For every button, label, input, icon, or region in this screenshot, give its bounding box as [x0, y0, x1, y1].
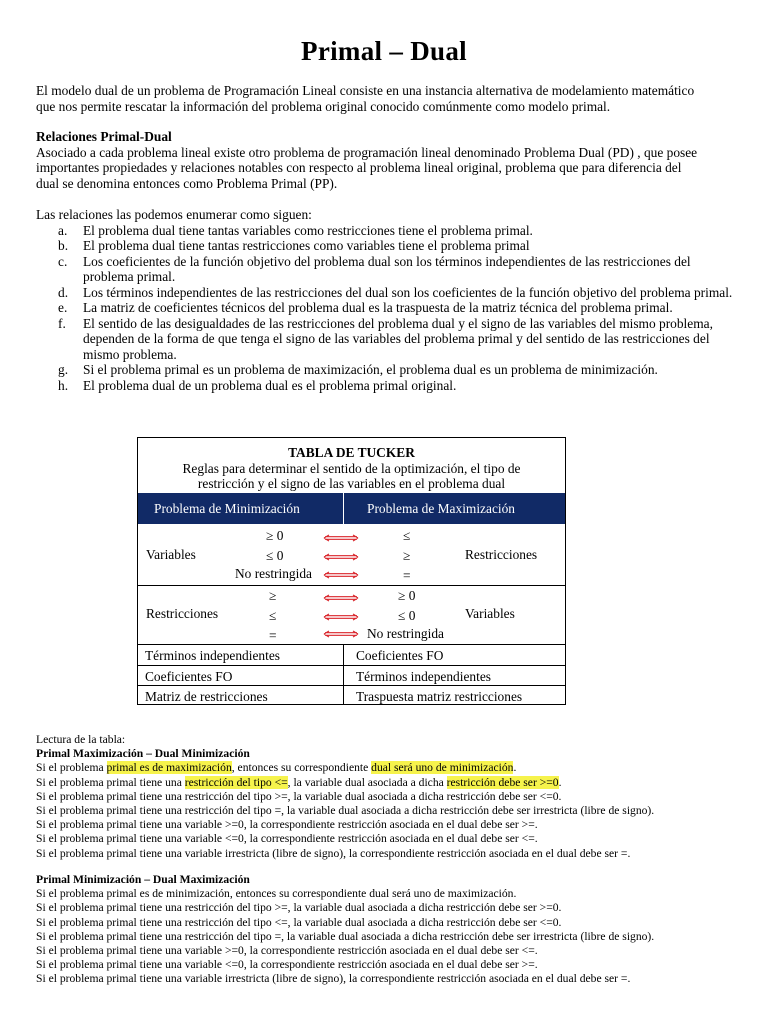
block2-left-sign: ≥ — [269, 588, 277, 603]
table-column-divider — [343, 644, 344, 705]
line-text: . — [513, 761, 517, 775]
block1-left-label: Variables — [146, 547, 196, 562]
list-item-text: El problema dual tiene tantas variables como restricciones tiene el problema primal. — [83, 222, 533, 238]
relations-line: importantes propiedades y relaciones notables con respecto al problema lineal original, problema que para diferencia del — [36, 160, 682, 175]
list-item-text: Si el problema primal es un problema de maximización, el problema dual es un problema de minimización. — [83, 362, 658, 377]
list-intro: Las relaciones las podemos enumerar como siguen: — [36, 207, 312, 222]
table-divider — [138, 585, 565, 586]
list-marker: f. — [58, 315, 66, 331]
block1-left-sign: No restringida — [235, 566, 312, 581]
relations-line: Asociado a cada problema lineal existe otro problema de programación lineal denominado Problema Dual (PD) , que posee — [36, 144, 698, 160]
block2-right-sign: No restringida — [367, 626, 444, 641]
list-item-text: El problema dual tiene tantas restricciones como variables tiene el problema primal — [83, 238, 530, 253]
list-marker: b. — [58, 238, 69, 253]
double-arrow-icon — [323, 534, 359, 542]
reading-line: Si el problema primal tiene una restricción del tipo >=, la variable dual asociada a dicha restricción debe ser >=0. — [36, 901, 562, 915]
block2-left-sign: = — [269, 628, 277, 643]
reading-line: Si el problema primal tiene una variable >=0, la correspondiente restricción asociada en el dual debe ser <=. — [36, 944, 538, 958]
reading-line: Si el problema primal es de minimización, entonces su correspondiente dual será uno de maximización. — [36, 887, 517, 901]
list-item — [36, 362, 736, 378]
double-arrow-icon — [323, 571, 359, 579]
line-text: . — [558, 775, 562, 789]
section-heading: Primal Maximización – Dual Minimización — [36, 747, 250, 761]
intro-paragraph — [36, 83, 736, 114]
highlighted-text: dual será uno de minimización — [371, 761, 514, 775]
reading-line: Si el problema primal tiene una restricción del tipo <=, la variable dual asociada a dicha restricción debe ser <=0. — [36, 915, 562, 929]
relations-items — [36, 223, 736, 394]
list-item — [36, 300, 736, 316]
double-arrow-icon — [323, 630, 359, 638]
reading-line: Si el problema primal tiene una variable >=0, la correspondiente restricción asociada en el dual debe ser >=. — [36, 818, 538, 832]
row-coef-right: Términos independientes — [356, 669, 491, 684]
double-arrow-icon — [323, 594, 359, 602]
list-marker: g. — [58, 362, 69, 377]
list-marker: a. — [58, 222, 68, 238]
intro-line: El modelo dual de un problema de Programación Lineal consiste en una instancia alternativa de modelamiento matemático — [36, 83, 695, 98]
tucker-column-headers — [138, 493, 565, 524]
reading-line — [36, 761, 756, 775]
list-item — [36, 223, 736, 239]
table-divider — [138, 685, 565, 686]
list-item — [36, 316, 736, 363]
section-heading: Primal Minimización – Dual Maximización — [36, 873, 250, 886]
relations-heading: Relaciones Primal-Dual — [36, 129, 172, 144]
block2-right-sign: ≥ 0 — [398, 588, 416, 603]
row-term-left: Términos independientes — [145, 648, 280, 663]
reading-line: Si el problema primal tiene una restricción del tipo >=, la variable dual asociada a dicha restricción debe ser <=0. — [36, 789, 562, 803]
block1-right-sign: ≤ — [403, 528, 411, 543]
intro-line: que nos permite rescatar la información del problema original conocido comúnmente como modelo primal. — [36, 98, 611, 114]
double-arrow-icon — [323, 553, 359, 561]
row-term-right: Coeficientes FO — [356, 648, 444, 663]
list-item — [36, 285, 736, 301]
tucker-table — [137, 437, 566, 705]
row-coef-left: Coeficientes FO — [145, 669, 233, 684]
line-text: , la variable dual asociada a dicha — [287, 775, 447, 789]
list-item-text: Los coeficientes de la función objetivo del problema dual son los términos independientes de las restricciones del problema primal. — [83, 253, 691, 284]
block1-right-sign: = — [403, 568, 411, 583]
reading-section-1 — [36, 733, 756, 861]
double-arrow-icon — [323, 613, 359, 621]
reading-line — [36, 776, 756, 790]
highlighted-text: restricción debe ser >=0 — [446, 775, 559, 789]
list-item — [36, 254, 736, 285]
reading-line: Si el problema primal tiene una variable <=0, la correspondiente restricción asociada en el dual debe ser >=. — [36, 958, 538, 972]
line-text: , entonces su correspondiente — [231, 761, 372, 775]
list-item-text: El sentido de las desigualdades de las restricciones del problema dual y el signo de las variables del mismo problema, dependen de la forma de que tenga el signo de las variables del problema primal y del sentido de las restricciones del mismo problema. — [83, 315, 713, 362]
reading-line: Si el problema primal tiene una variable irrestricta (libre de signo), la correspondiente restricción asociada en el dual debe ser =. — [36, 972, 631, 986]
list-marker: h. — [58, 377, 69, 393]
tucker-title: TABLA DE TUCKER — [288, 445, 415, 460]
reading-label: Lectura de la tabla: — [36, 733, 126, 746]
block1-left-sign: ≥ 0 — [266, 528, 284, 543]
list-item-text: Los términos independientes de las restricciones del dual son los coeficientes de la función objetivo del problema primal. — [83, 284, 733, 300]
list-marker: e. — [58, 300, 68, 315]
relations-list — [36, 207, 736, 393]
reading-line: Si el problema primal tiene una variable <=0, la correspondiente restricción asociada en el dual debe ser <=. — [36, 832, 538, 846]
list-item-text: La matriz de coeficientes técnicos del problema dual es la traspuesta de la matriz técnica del problema primal. — [83, 300, 673, 315]
line-text: Si el problema — [36, 761, 107, 775]
list-marker: c. — [58, 253, 68, 269]
block2-right-label: Variables — [465, 606, 515, 621]
highlighted-text: restricción del tipo <= — [184, 775, 288, 789]
tucker-subtitle: Reglas para determinar el sentido de la optimización, el tipo de — [182, 460, 521, 476]
highlighted-text: primal es de maximización — [106, 761, 232, 775]
list-item-text: El problema dual de un problema dual es el problema primal original. — [83, 377, 457, 393]
row-matrix-left: Matriz de restricciones — [145, 689, 268, 704]
table-divider — [138, 644, 565, 645]
column-divider — [343, 493, 344, 524]
tucker-subtitle: restricción y el signo de las variables en el problema dual — [197, 476, 506, 491]
list-marker: d. — [58, 284, 69, 300]
block1-right-sign: ≥ — [403, 548, 411, 563]
block1-left-sign: ≤ 0 — [266, 548, 284, 563]
block1-right-label: Restricciones — [465, 547, 538, 562]
block2-right-sign: ≤ 0 — [398, 608, 416, 623]
reading-section-2 — [36, 873, 756, 987]
relations-line: dual se denomina entonces como Problema Primal (PP). — [36, 175, 338, 191]
list-item — [36, 378, 736, 394]
column-header-maximization: Problema de Maximización — [367, 501, 515, 516]
reading-line: Si el problema primal tiene una restricción del tipo =, la variable dual asociada a dicha restricción debe ser irrestricta (libre de signo). — [36, 804, 655, 818]
reading-line: Si el problema primal tiene una restricción del tipo =, la variable dual asociada a dicha restricción debe ser irrestricta (libre de signo). — [36, 929, 655, 943]
tucker-header — [138, 438, 565, 493]
column-header-minimization: Problema de Minimización — [154, 501, 300, 516]
block2-left-sign: ≤ — [269, 608, 277, 623]
list-item — [36, 238, 736, 254]
block2-left-label: Restricciones — [146, 606, 219, 621]
reading-line: Si el problema primal tiene una variable irrestricta (libre de signo), la correspondiente restricción asociada en el dual debe ser =. — [36, 846, 631, 860]
row-matrix-right: Traspuesta matriz restricciones — [356, 689, 523, 704]
relations-section — [36, 129, 736, 191]
page-title: Primal – Dual — [301, 36, 467, 66]
line-text: Si el problema primal tiene una — [36, 775, 185, 789]
table-divider — [138, 665, 565, 666]
